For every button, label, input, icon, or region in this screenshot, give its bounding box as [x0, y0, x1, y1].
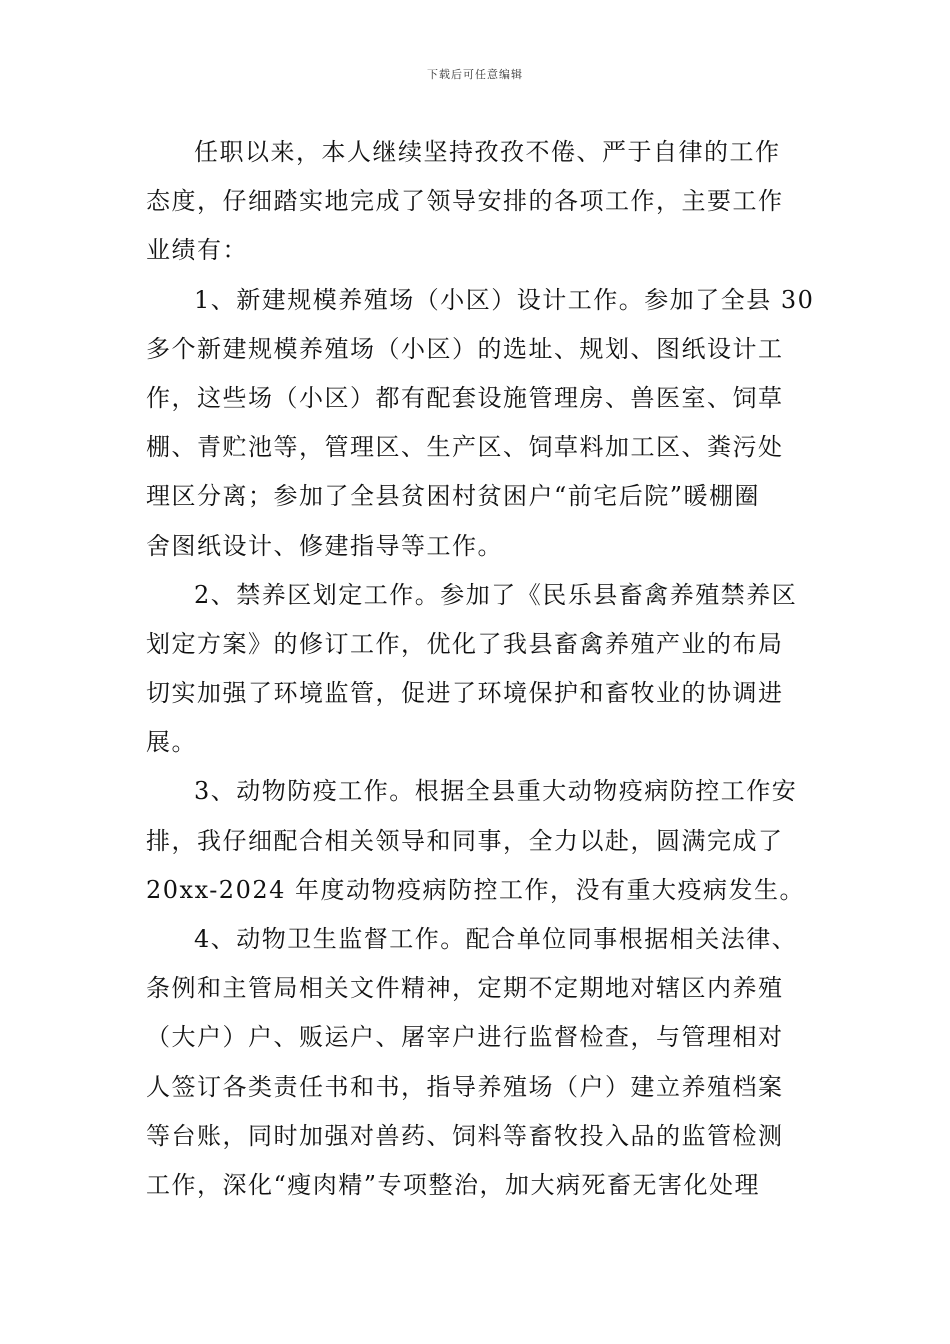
document-body [146, 128, 815, 1210]
paragraph-line: 多个新建规模养殖场（小区）的选址、规划、图纸设计工 [146, 334, 784, 363]
paragraph-line: 态度，仔细踏实地完成了领导安排的各项工作，主要工作 [146, 187, 784, 216]
paragraph-line: 2、禁养区划定工作。参加了《民乐县畜禽养殖禁养区 [194, 580, 798, 609]
paragraph-item-1 [146, 276, 815, 571]
paragraph-line: 理区分离；参加了全县贫困村贫困户“前宅后院”暖棚圈 [146, 482, 761, 511]
paragraph-line: 等台账，同时加强对兽药、饲料等畜牧投入品的监管检测 [146, 1121, 784, 1150]
paragraph-line: 划定方案》的修订工作，优化了我县畜禽养殖产业的布局 [146, 629, 784, 658]
paragraph-line: 人签订各类责任书和书，指导养殖场（户）建立养殖档案 [146, 1072, 784, 1101]
paragraph-item-2 [146, 571, 810, 768]
paragraph-line: 3、动物防疫工作。根据全县重大动物疫病防控工作安 [194, 777, 798, 806]
paragraph-line: 工作，深化“瘦肉精”专项整治，加大病死畜无害化处理 [146, 1170, 761, 1199]
paragraph-line: （大户）户、贩运户、屠宰户进行监督检查，与管理相对 [146, 1023, 784, 1052]
header-note: 下载后可任意编辑 [427, 68, 523, 81]
paragraph-line: 切实加强了环境监管，促进了环境保护和畜牧业的协调进 [146, 679, 784, 708]
paragraph-line: 条例和主管局相关文件精神，定期不定期地对辖区内养殖 [146, 974, 784, 1003]
paragraph-line: 展。 [146, 728, 197, 757]
paragraph-line: 4、动物卫生监督工作。配合单位同事根据相关法律、 [194, 925, 798, 953]
paragraph-line: 1、新建规模养殖场（小区）设计工作。参加了全县 30 [194, 285, 815, 314]
paragraph-line: 棚、青贮池等，管理区、生产区、饲草料加工区、粪污处 [146, 433, 784, 462]
paragraph-line: 业绩有： [146, 236, 248, 265]
paragraph-item-3 [146, 767, 810, 915]
paragraph-item-4 [146, 915, 810, 1210]
paragraph-intro [146, 128, 810, 276]
paragraph-line: 20xx-2024 年度动物疫病防控工作，没有重大疫病发生。 [146, 875, 806, 904]
paragraph-line: 排，我仔细配合相关领导和同事，全力以赴，圆满完成了 [146, 826, 784, 855]
paragraph-line: 舍图纸设计、修建指导等工作。 [146, 531, 503, 560]
paragraph-line: 任职以来，本人继续坚持孜孜不倦、严于自律的工作 [194, 138, 781, 166]
paragraph-line: 作，这些场（小区）都有配套设施管理房、兽医室、饲草 [146, 383, 784, 412]
